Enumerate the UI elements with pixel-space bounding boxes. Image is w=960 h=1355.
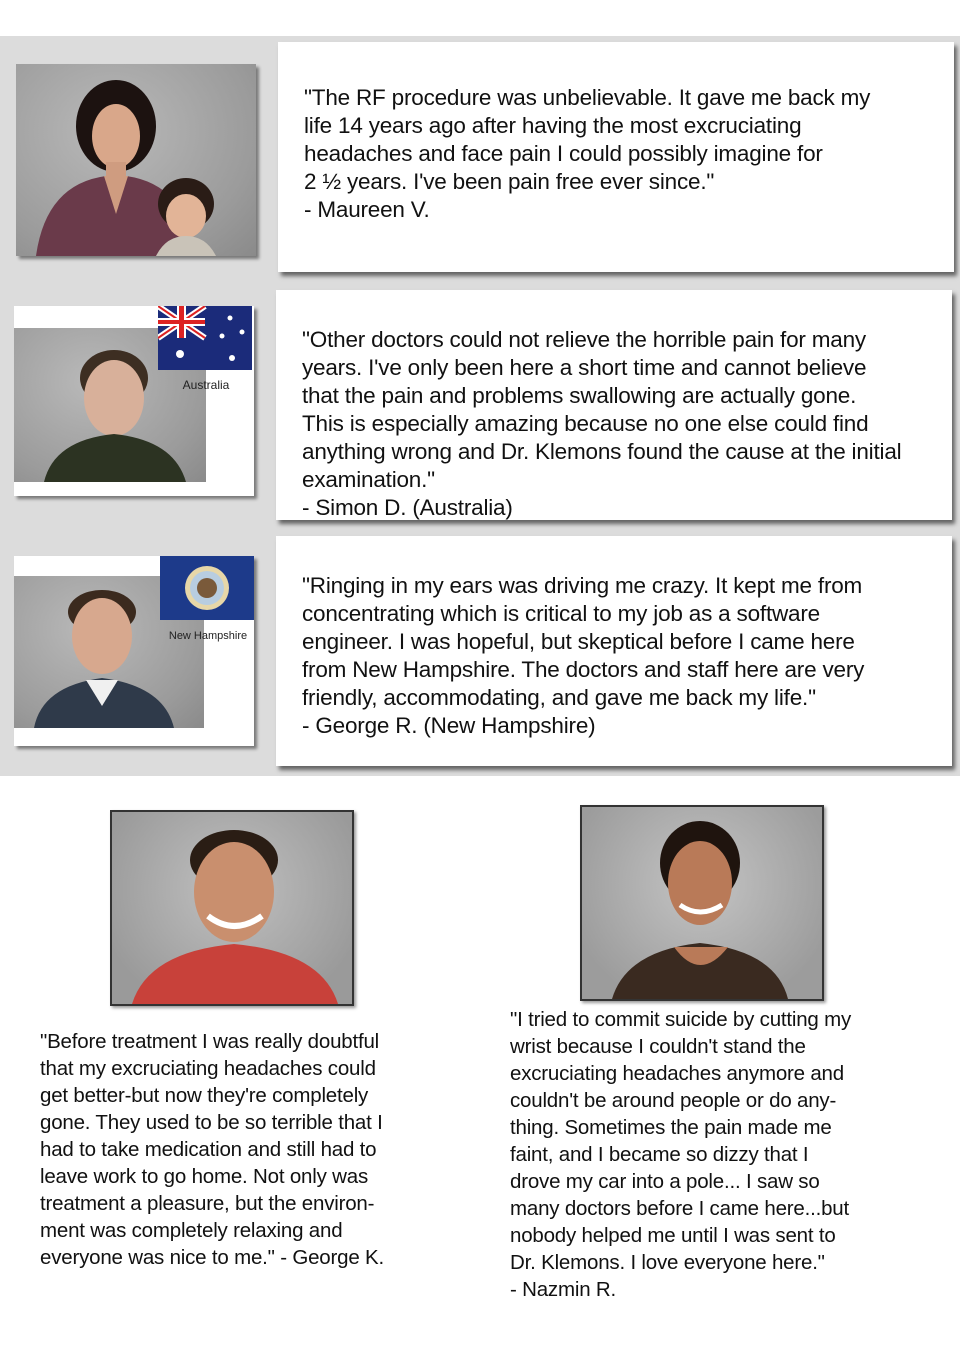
testimonial-1-photo-frame — [16, 64, 256, 256]
testimonial-5-photo — [580, 805, 824, 1001]
testimonial-3-quote: "Ringing in my ears was driving me crazy. It kept me from concentrating which is critical to my job as a software engineer. I was hopeful, but skeptical before I came here from New Hampshire. The doctors and staff here are very friendly, accommodating, and gave me back my life." - George R. (New Hampshire) — [302, 573, 865, 738]
testimonial-3-photo-frame — [14, 556, 254, 746]
new-hampshire-flag-icon — [160, 556, 254, 620]
testimonial-4-quote: "Before treatment I was really doubtful that my excruciating headaches could get better-but now they're completely gone. They used to be so terrible that I had to take medication and still had to leave work to go home. Not only was treatment a pleasure, but the environ- ment was completely relaxing and everyone was nice to me." - George K. — [40, 1030, 384, 1269]
testimonial-4-photo — [110, 810, 354, 1006]
testimonial-1-quote-box — [278, 42, 954, 272]
woman-portrait-icon — [582, 807, 822, 999]
woman-and-child-portrait-icon — [16, 64, 256, 256]
australia-flag-label: Australia — [182, 378, 230, 392]
testimonial-2-quote: "Other doctors could not relieve the horrible pain for many years. I've only been here a short time and cannot believe that the pain and problems swallowing are actually gone. This is especially amazing because no one else could find anything wrong and Dr. Klemons found the cause at the initial examination." - Simon D. (Australia) — [302, 327, 902, 520]
testimonial-1-quote: "The RF procedure was unbelievable. It gave me back my life 14 years ago after having the most excruciating headaches and face pain I could possibly imagine for 2 ½ years. I've been pain free ever since." - Maureen V. — [304, 85, 871, 222]
testimonial-2-photo-frame — [14, 306, 254, 496]
testimonial-2-quote-box — [276, 290, 952, 520]
australia-flag-icon — [158, 306, 252, 370]
man-portrait-icon — [112, 812, 352, 1004]
testimonial-3-quote-box — [276, 536, 952, 766]
new-hampshire-flag-label: New Hampshire — [168, 630, 248, 642]
testimonial-5-quote: "I tried to commit suicide by cutting my wrist because I couldn't stand the excruciating headaches anymore and couldn't be around people or do any- thing. Sometimes the pain made me faint, and I became so dizzy that I drove my car into a pole... I saw so many doctors before I came here...but nobody helped me until I was sent to Dr. Klemons. I love everyone here." - Nazmin R. — [510, 1008, 852, 1301]
testimonial-1-photo — [16, 64, 256, 256]
